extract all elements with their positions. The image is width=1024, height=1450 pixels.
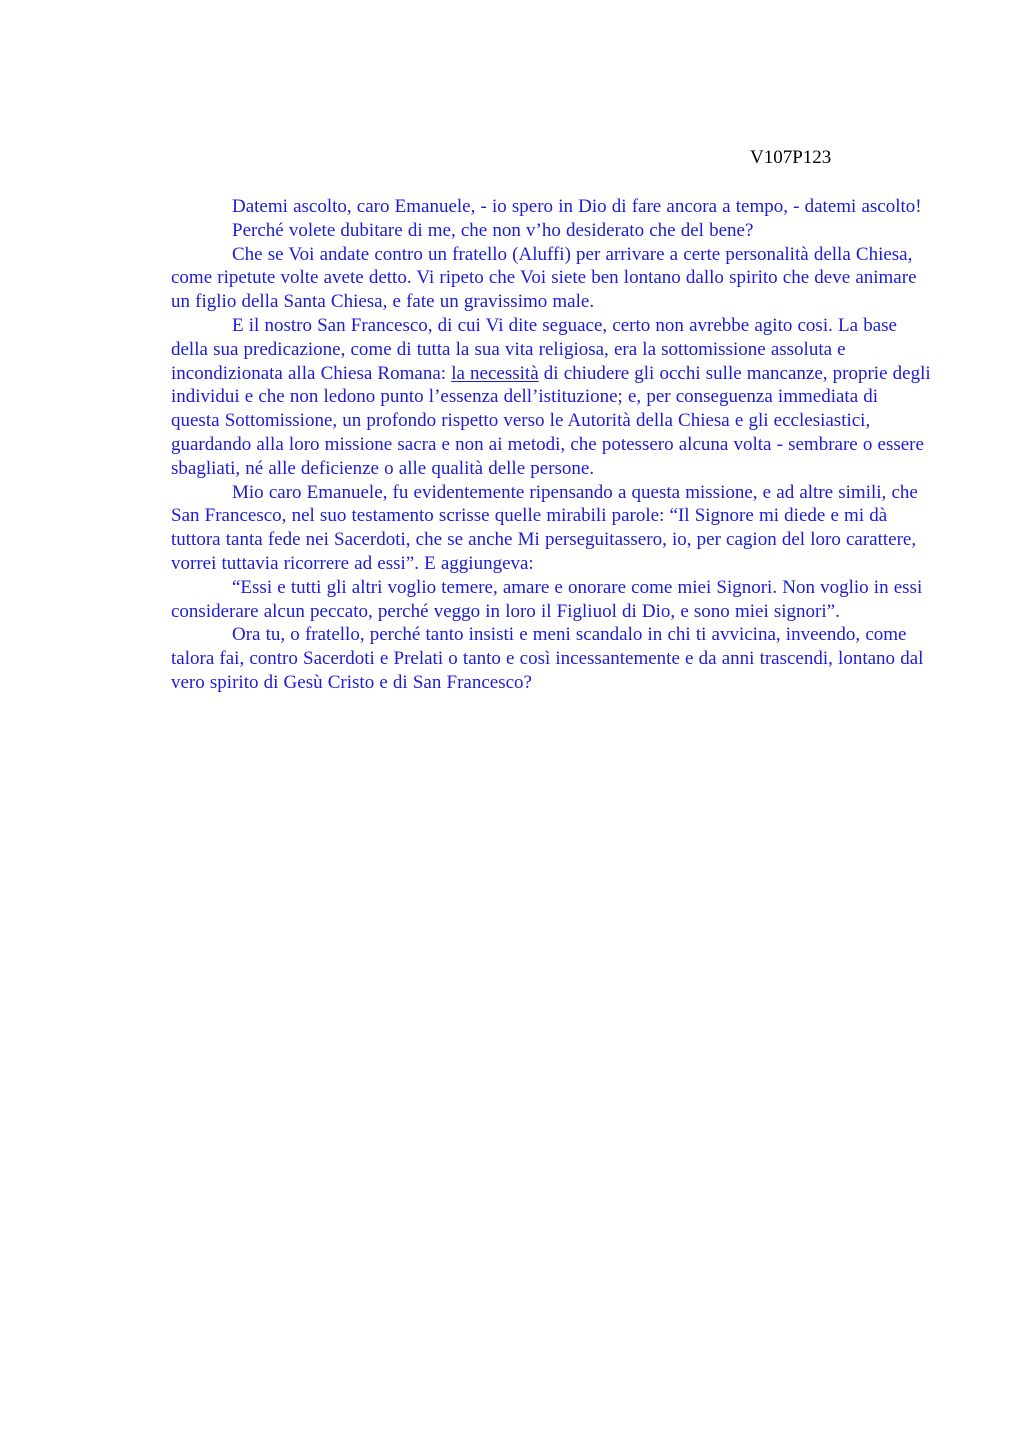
paragraph-5: Mio caro Emanuele, fu evidentemente ripensando a questa missione, e ad altre simili, che San Francesco, nel suo testamento scrisse quelle mirabili parole: “Il Signore mi diede e mi dà tuttora tanta fede nei Sacerdoti, che se anche Mi perseguitassero, io, per cagion del loro carattere, vorrei tuttavia ricorrere ad essi”. E aggiungeva: [171,481,918,574]
paragraph-3: Che se Voi andate contro un fratello (Aluffi) per arrivare a certe personalità della Chiesa, come ripetute volte avete detto. Vi ripeto che Voi siete ben lontano dallo spirito che deve animare un figlio della Santa Chiesa, e fate un gravissimo male. [171,243,917,313]
page-reference: V107P123 [750,147,832,168]
paragraph-4 [171,314,931,481]
underlined-phrase: la necessità [451,362,539,384]
letter-body [171,195,931,695]
paragraph-4-text-before: E il nostro San Francesco, di cui Vi dite seguace, certo non avrebbe agito cosi. La base della sua predicazione, come di tutta la sua vita religiosa, era la sottomissione assoluta e incondizionata alla Chiesa Romana: [171,314,897,384]
paragraph-2: Perché volete dubitare di me, che non v’ho desiderato che del bene? [232,219,754,241]
paragraph-4-text-after: di chiudere gli occhi sulle mancanze, proprie degli individui e che non ledono punto l’essenza dell’istituzione; e, per conseguenza immediata di questa Sottomissione, un profondo rispetto verso le Autorità della Chiesa e gli ecclesiastici, guardando alla loro missione sacra e non ai metodi, che potessero alcuna volta - sembrare o essere sbagliati, né alle deficienze o alle qualità delle persone. [171,362,931,479]
paragraph-1: Datemi ascolto, caro Emanuele, - io spero in Dio di fare ancora a tempo, - datemi ascolto! [232,196,922,217]
paragraph-7: Ora tu, o fratello, perché tanto insisti e meni scandalo in chi ti avvicina, inveendo, come talora fai, contro Sacerdoti e Prelati o tanto e così incessantemente e da anni trascendi, lontano dal vero spirito di Gesù Cristo e di San Francesco? [171,624,924,693]
paragraph-6: “Essi e tutti gli altri voglio temere, amare e onorare come miei Signori. Non voglio in essi considerare alcun peccato, perché veggo in loro il Figliuol di Dio, e sono miei signori”. [171,576,923,622]
